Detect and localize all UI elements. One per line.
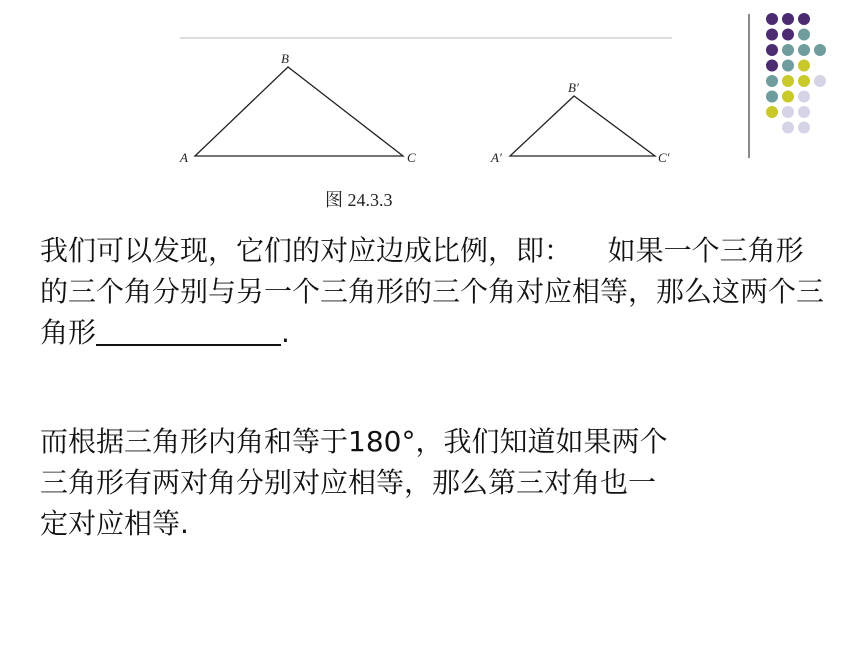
decorative-dot [782,106,794,118]
paragraph1-end-mark: . [281,316,290,349]
vertex-label-b-prime: B′ [568,80,579,95]
vertex-label-a: A [180,150,188,165]
figure-caption: 图 24.3.3 [325,190,393,210]
decorative-dot [766,106,778,118]
vertex-label-c: C [407,150,416,165]
decorative-dot [766,13,778,25]
decorative-dot [798,91,810,103]
decorative-dot [798,122,810,134]
decorative-dot [798,29,810,41]
decorative-dot [798,44,810,56]
paragraph-angle-sum [40,421,825,544]
decorative-dot [782,29,794,41]
decorative-dot [766,29,778,41]
similar-triangles-figure [175,35,675,220]
decorative-dot [782,122,794,134]
vertex-label-b: B [281,51,289,66]
decorative-dot [814,44,826,56]
decorative-dot [782,60,794,72]
paragraph2-line-2: 三角形有两对角分别对应相等，那么第三对角也一 [40,466,657,499]
paragraph2-line-3: 定对应相等. [40,507,189,540]
decorative-dot [766,60,778,72]
decorative-divider-line [748,14,750,158]
decorative-dot [814,75,826,87]
decorative-dot [798,106,810,118]
decorative-dot [782,13,794,25]
decorative-dot [782,91,794,103]
decorative-dot [798,75,810,87]
paragraph1-lead: 我们可以发现，它们的对应边成比例，即： [40,234,573,267]
decorative-dot-grid [755,8,855,148]
decorative-dot [766,44,778,56]
decorative-dot [782,75,794,87]
triangle-a-prime-b-prime-c-prime [510,96,655,156]
vertex-label-a-prime: A′ [491,150,502,165]
decorative-dot [782,44,794,56]
paragraph1-theorem: 如果一个三角形的三个角分别与另一个三角形的三个角对应相等，那么这两个三角形 [40,234,825,349]
vertex-label-c-prime: C′ [658,150,670,165]
decorative-dot [766,75,778,87]
decorative-dot [798,13,810,25]
dot-grid-group [766,13,826,134]
decorative-dot [766,91,778,103]
triangle-abc [195,67,403,156]
decorative-dot [798,60,810,72]
paragraph-theorem [40,230,825,353]
paragraph2-line-1: 而根据三角形内角和等于180°，我们知道如果两个 [40,425,668,458]
answer-blank[interactable] [96,314,281,346]
